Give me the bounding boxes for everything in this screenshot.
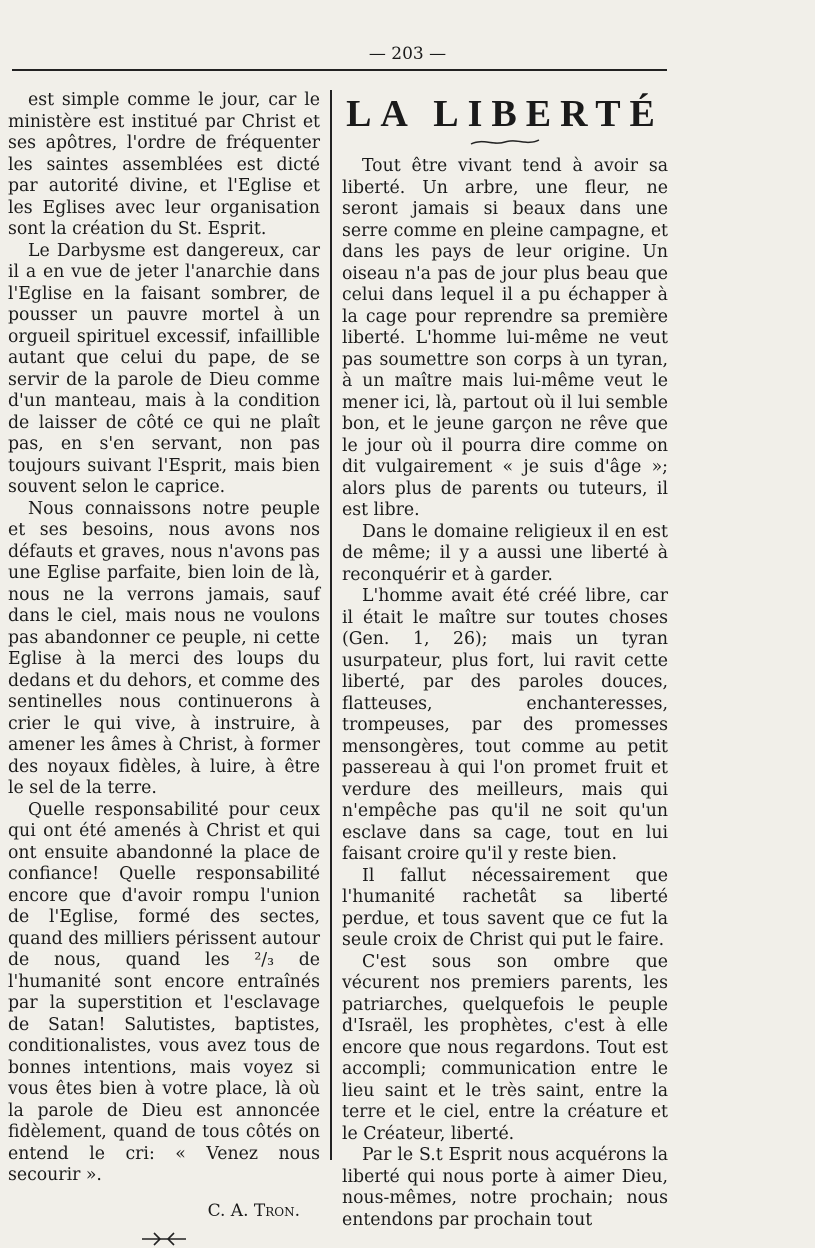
end-ornament-icon bbox=[140, 1230, 188, 1248]
right-paragraph-5: C'est sous son ombre que vécurent nos premiers parents, les patriarches, quelquefois le peuple d'Israël, les prophètes, c'est à elle encore que nous regardons. Tout est accompli; communication entre le lieu saint et le très saint, entre la terre et le ciel, entre la créature et le Créateur, liberté. bbox=[342, 951, 668, 1144]
right-column bbox=[342, 90, 668, 1231]
article-title: LA LIBERTÉ bbox=[346, 93, 664, 135]
header-rule bbox=[12, 69, 667, 71]
right-paragraph-2: Dans le domaine religieux il en est de même; il y a aussi une liberté à reconquérir et à garder. bbox=[342, 521, 668, 585]
author-signature: C. A. Tron. bbox=[207, 1200, 300, 1221]
right-paragraph-6: Par le S.t Esprit nous acquérons la liberté qui nous porte à aimer Dieu, nous-mêmes, notre prochain; nous entendons par prochain tout bbox=[342, 1145, 668, 1230]
right-paragraph-3: L'homme avait été créé libre, car il était le maître sur toutes choses (Gen. 1, 26); mais un tyran usurpateur, plus fort, lui ravit cette liberté, par des paroles douces, flatteuses, enchanteresses, trompeuses, par des promesses mensongères, tout comme au petit passereau à qui l'on promet fruit et verdure des meilleurs, mais qui n'empêche pas qu'il ne soit qu'un esclave dans sa cage, tout en lui faisant croire qu'il y reste bien. bbox=[342, 586, 668, 864]
page-number: — 203 — bbox=[368, 44, 447, 64]
left-paragraph-2: Le Darbysme est dangereux, car il a en vue de jeter l'anarchie dans l'Eglise en la faisant sombrer, de pousser un pauvre mortel à un orgueil spirituel excessif, infaillible autant que celui du pape, de se servir de la parole de Dieu comme d'un manteau, mais à la condition de laisser de côté ce qui ne plaît pas, en s'en servant, non pas toujours suivant l'Esprit, mais bien souvent selon le caprice. bbox=[8, 240, 320, 497]
title-flourish-icon bbox=[469, 136, 541, 148]
left-paragraph-1: est simple comme le jour, car le ministère est institué par Christ et ses apôtres, l'ordre de fréquenter les saintes assemblées est dicté par autorité divine, et l'Eglise et les Eglises avec leur organisation sont la création du St. Esprit. bbox=[8, 90, 320, 239]
column-divider bbox=[330, 90, 332, 1160]
left-paragraph-3: Nous connaissons notre peuple et ses besoins, nous avons nos défauts et graves, nous n'avons pas une Eglise parfaite, bien loin de là, nous ne la verrons jamais, sauf dans le ciel, mais nous ne voulons pas abandonner ce peuple, ni cette Eglise à la merci des loups du dedans et du dehors, et comme des sentinelles nous continuerons à crier le qui vive, à instruire, à amener les âmes à Christ, à former des noyaux fidèles, à luire, à être le sel de la terre. bbox=[8, 498, 320, 798]
left-paragraph-4: Quelle responsabilité pour ceux qui ont été amenés à Christ et qui ont ensuite abandonné la place de confiance! Quelle responsabilité encore que d'avoir rompu l'union de l'Eglise, formé des sectes, quand des milliers périssent autour de nous, quand les ²/₃ de l'humanité sont encore entraînés par la superstition et l'esclavage de Satan! Salutistes, baptistes, conditionalistes, vous avez tous de bonnes intentions, mais voyez si vous êtes bien à votre place, là où la parole de Dieu est annoncée fidèlement, quand de tous côtés on entend le cri: « Venez nous secourir ». bbox=[8, 799, 320, 1185]
right-paragraph-1: Tout être vivant tend à avoir sa liberté. Un arbre, une fleur, ne seront jamais si beaux dans une serre comme en pleine campagne, et dans les pays de leur origine. Un oiseau n'a pas de jour plus beau que celui dans lequel il a pu échapper à la cage pour reprendre sa première liberté. L'homme lui-même ne veut pas soumettre son corps à un tyran, à un maître mais lui-même veut le mener ici, là, partout où il lui semble bon, et le jeune garçon ne rêve que le jour où il pourra dire comme on dit vulgairement « je suis d'âge »; alors plus de parents ou tuteurs, il est libre. bbox=[342, 156, 668, 520]
right-paragraph-4: Il fallut nécessairement que l'humanité rachetât sa liberté perdue, et tous savent que ce fut la seule croix de Christ qui put le faire. bbox=[342, 865, 668, 950]
left-column bbox=[8, 90, 320, 1248]
